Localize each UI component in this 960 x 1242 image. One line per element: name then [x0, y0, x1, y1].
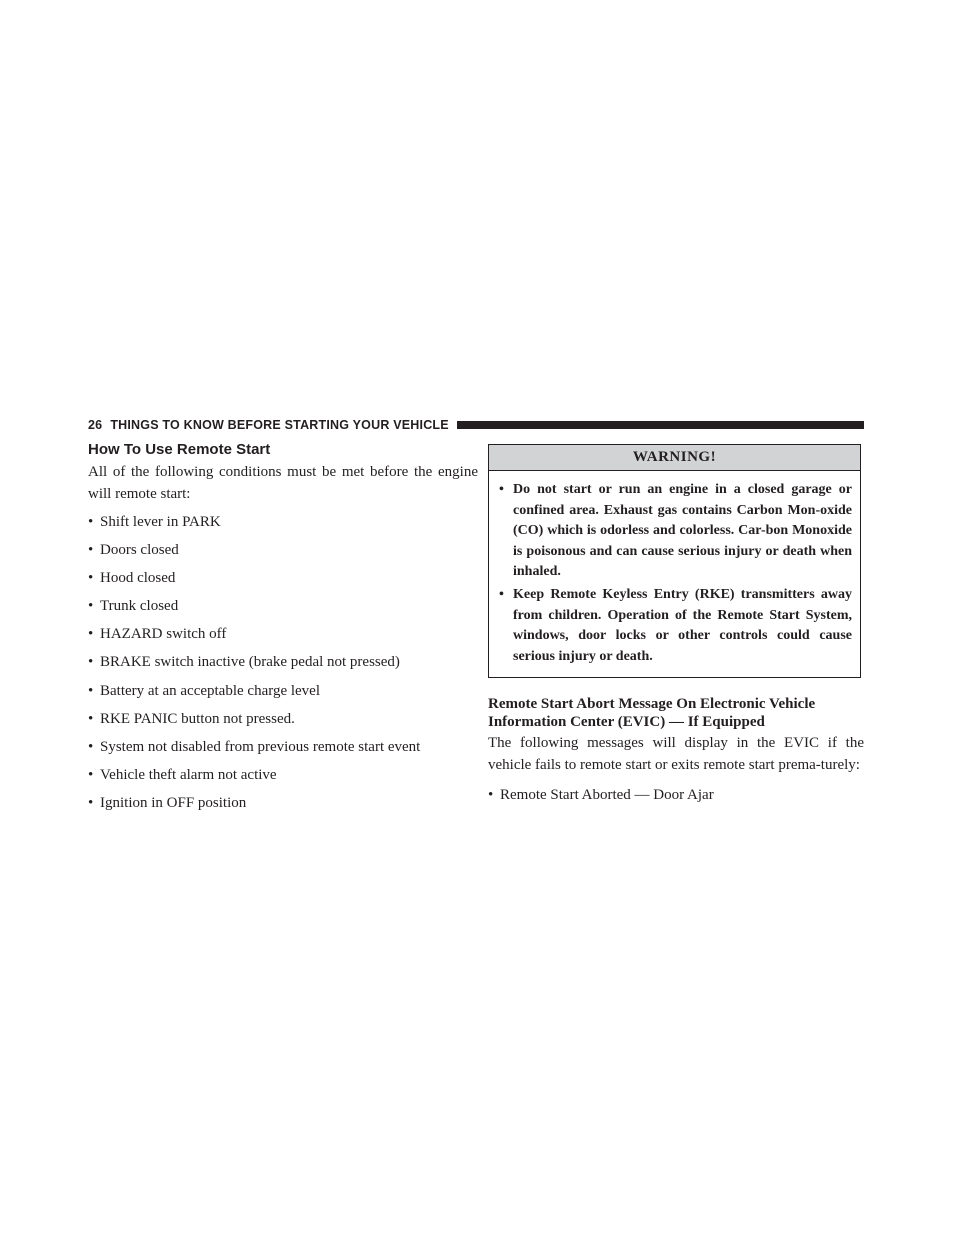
bullet-icon: • [488, 787, 494, 804]
list-item [88, 595, 478, 617]
header-rule [457, 421, 864, 429]
abort-paragraph: The following messages will display in the EVIC if the vehicle fails to remote start or exits remote start prema-turely: [488, 735, 864, 774]
condition-text: System not disabled from previous remote start event [100, 738, 421, 755]
condition-text: Trunk closed [100, 598, 179, 615]
condition-text: Battery at an acceptable charge level [100, 682, 321, 699]
bullet-icon: • [499, 482, 504, 497]
condition-text: Ignition in OFF position [100, 794, 247, 811]
abort-messages-list [488, 784, 864, 806]
bullet-icon: • [88, 766, 94, 783]
bullet-icon: • [88, 654, 94, 671]
page-number: 26 [88, 418, 103, 432]
condition-text: RKE PANIC button not pressed. [100, 710, 295, 727]
warning-title: WARNING! [489, 445, 860, 471]
bullet-icon: • [88, 682, 94, 699]
bullet-icon: • [88, 570, 94, 587]
bullet-icon: • [88, 710, 94, 727]
abort-message-text: Remote Start Aborted — Door Ajar [500, 787, 714, 804]
condition-text: Hood closed [100, 570, 176, 587]
warning-body [489, 471, 860, 677]
warning-box [488, 444, 861, 678]
bullet-icon: • [88, 794, 94, 811]
abort-heading-line-1: Remote Start Abort Message On Electronic Vehicle [488, 696, 816, 713]
condition-text: Shift lever in PARK [100, 514, 221, 530]
right-column [488, 444, 864, 812]
bullet-icon: • [88, 626, 94, 643]
list-item [488, 784, 864, 806]
left-column [88, 441, 478, 820]
list-item [88, 708, 478, 730]
section-title: THINGS TO KNOW BEFORE STARTING YOUR VEHICLE [110, 418, 449, 432]
condition-text: Doors closed [100, 542, 179, 559]
bullet-icon: • [88, 514, 94, 530]
list-item [88, 764, 478, 786]
warning-item [499, 480, 852, 583]
warning-text: Keep Remote Keyless Entry (RKE) transmitters away from children. Operation of the Remote Start System, windows, door locks or other controls could cause serious injury or death. [513, 586, 852, 664]
list-item [88, 680, 478, 702]
list-item [88, 792, 478, 814]
condition-text: BRAKE switch inactive (brake pedal not pressed) [100, 654, 400, 671]
list-item [88, 736, 478, 758]
intro-paragraph: All of the following conditions must be met before the engine will remote start: [88, 464, 478, 502]
page-header [88, 416, 864, 434]
bullet-icon: • [88, 598, 94, 615]
bullet-icon: • [499, 586, 504, 602]
list-item [88, 651, 478, 673]
warning-item [499, 585, 852, 667]
remote-start-heading: How To Use Remote Start [88, 441, 271, 458]
abort-message-heading [488, 695, 864, 731]
condition-text: HAZARD switch off [100, 626, 227, 643]
condition-text: Vehicle theft alarm not active [100, 766, 277, 783]
bullet-icon: • [88, 542, 94, 559]
list-item [88, 511, 478, 533]
list-item [88, 567, 478, 589]
bullet-icon: • [88, 738, 94, 755]
abort-heading-line-2: Information Center (EVIC) — If Equipped [488, 714, 765, 731]
warning-text: Do not start or run an engine in a closed garage or confined area. Exhaust gas contains Carbon Mon-oxide (CO) which is odorless and colorless. Car-bon Monoxide is poisonous and can cause serious injury or death when inhaled. [513, 482, 852, 580]
conditions-list [88, 511, 478, 814]
list-item [88, 623, 478, 645]
list-item [88, 539, 478, 561]
